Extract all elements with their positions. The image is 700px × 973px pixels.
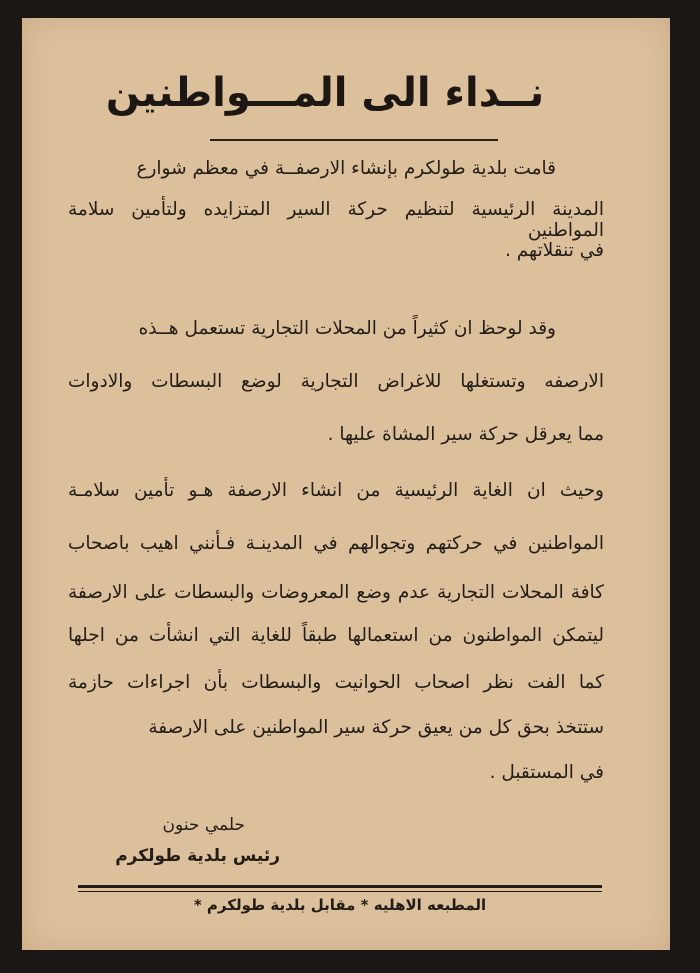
text-line: كافة المحلات التجارية عدم وضع المعروضات والبسطات على الارصفة bbox=[68, 582, 604, 603]
text-line: وحيث ان الغاية الرئيسية من انشاء الارصفة هـو تأمين سلامـة bbox=[68, 480, 604, 501]
text-line: كما الفت نظر اصحاب الحوانيت والبسطات بأن اجراءات حازمة bbox=[68, 672, 604, 693]
document-title: نــداء الى المـــواطنين bbox=[105, 70, 545, 116]
text-line: قامت بلدية طولكرم بإنشاء الارصفــة في معظم شوارع bbox=[136, 158, 556, 179]
printer-footer: المطبعه الاهليه * مقابل بلدية طولكرم * bbox=[193, 896, 487, 914]
text-line: المواطنين في حركتهم وتجوالهم في المدينـة فـأنني اهيب باصحاب bbox=[68, 533, 604, 554]
text-line: ليتمكن المواطنون من استعمالها طبقاً للغاية التي انشأت من اجلها bbox=[68, 625, 604, 646]
text-line: في المستقبل . bbox=[489, 762, 604, 783]
signature-name: حلمي حنون bbox=[162, 815, 245, 835]
signature-position: رئيس بلدية طولكرم bbox=[115, 846, 280, 866]
text-line: المدينة الرئيسية لتنظيم حركة السير المتزايده ولتأمين سلامة المواطنين bbox=[68, 199, 604, 241]
text-line: ستتخذ بحق كل من يعيق حركة سير المواطنين على الارصفة bbox=[148, 717, 604, 738]
title-underline bbox=[210, 139, 498, 141]
text-line: الارصفه وتستغلها للاغراض التجارية لوضع البسطات والادوات bbox=[68, 371, 604, 392]
footer-divider bbox=[78, 885, 602, 892]
text-line: في تنقلاتهم . bbox=[504, 240, 604, 261]
text-line: مما يعرقل حركة سير المشاة عليها . bbox=[327, 424, 604, 445]
text-line: وقد لوحظ ان كثيراً من المحلات التجارية تستعمل هــذه bbox=[138, 318, 556, 339]
